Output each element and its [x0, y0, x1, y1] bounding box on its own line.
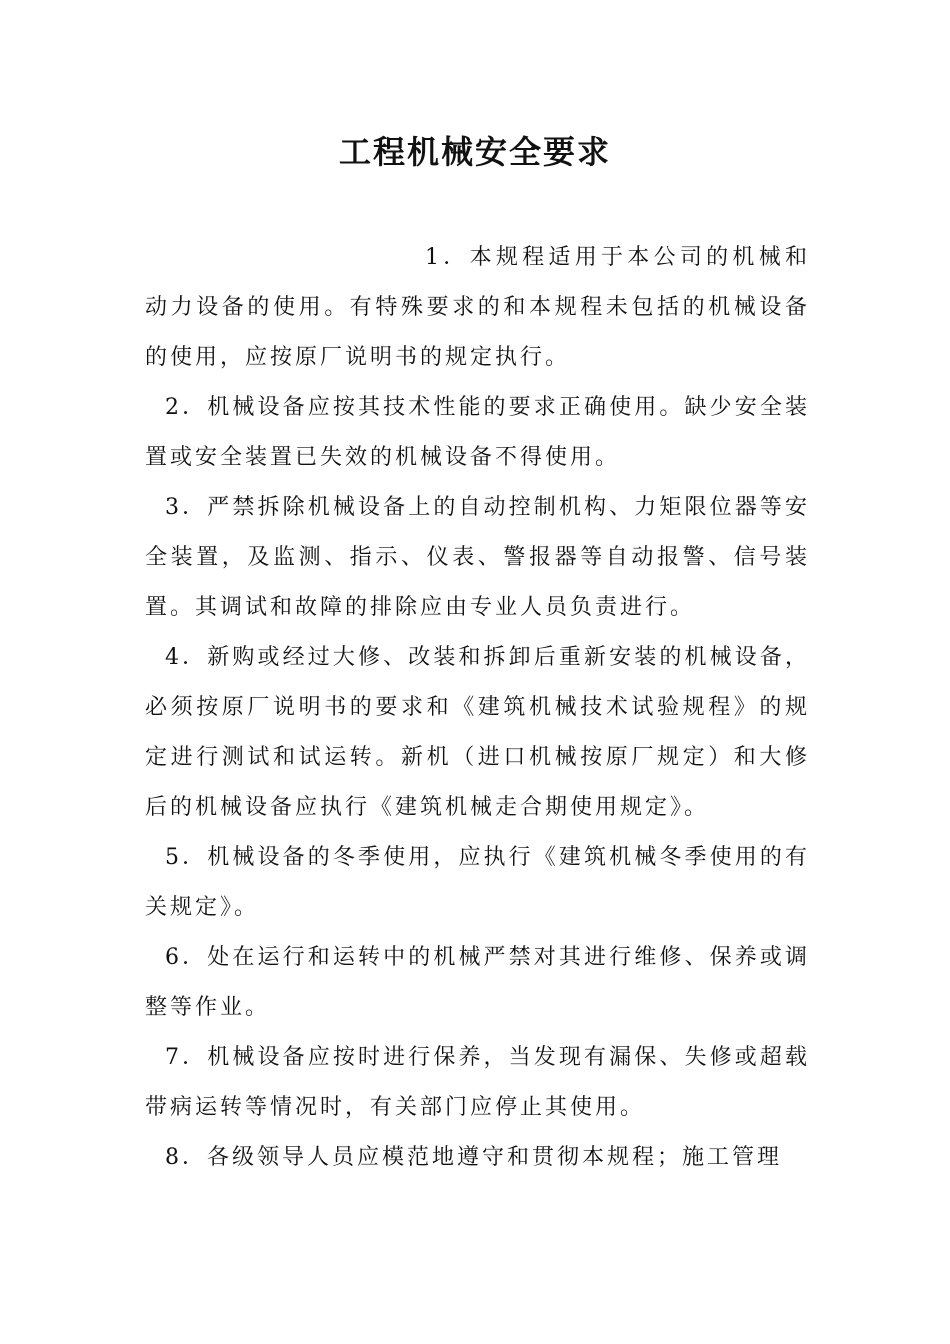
document-title: 工程机械安全要求 [338, 133, 611, 171]
paragraph-6: 6．处在运行和运转中的机械严禁对其进行维修、保养或调整等作业。 [145, 945, 810, 1020]
paragraph-3: 3．严禁拆除机械设备上的自动控制机构、力矩限位器等安全装置，及监测、指示、仪表、警报器等自动报警、信号装置。其调试和故障的排除应由专业人员负责进行。 [145, 495, 810, 620]
paragraph-4: 4．新购或经过大修、改装和拆卸后重新安装的机械设备，必须按原厂说明书的要求和《建筑机械技术试验规程》的规定进行测试和试运转。新机（进口机械按原厂规定）和大修后的机械设备应执行《建筑机械走合期使用规定》。 [145, 645, 810, 820]
paragraph-7: 7．机械设备应按时进行保养，当发现有漏保、失修或超载带病运转等情况时，有关部门应停止其使用。 [145, 1045, 810, 1120]
document-body [145, 233, 810, 1183]
paragraph-8: 8．各级领导人员应模范地遵守和贯彻本规程；施工管理 [165, 1145, 782, 1170]
paragraph-2: 2．机械设备应按其技术性能的要求正确使用。缺少安全装置或安全装置已失效的机械设备不得使用。 [145, 395, 810, 470]
paragraph-1: 1．本规程适用于本公司的机械和动力设备的使用。有特殊要求的和本规程未包括的机械设备的使用，应按原厂说明书的规定执行。 [145, 245, 810, 370]
paragraph-5: 5．机械设备的冬季使用，应执行《建筑机械冬季使用的有关规定》。 [145, 845, 810, 920]
